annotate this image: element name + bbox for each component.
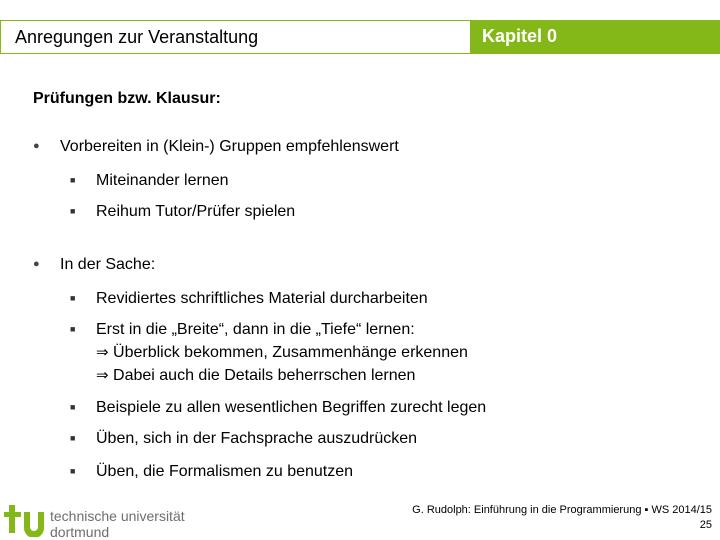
bullet-1-item-2 xyxy=(70,200,295,223)
slide-title: Anregungen zur Veranstaltung xyxy=(15,27,259,47)
square-bullet-icon: ■ xyxy=(70,402,76,412)
square-bullet-icon: ■ xyxy=(70,433,76,443)
bullet-dot-icon: ● xyxy=(33,140,40,152)
bullet-1-item-1-text: Miteinander lernen xyxy=(96,172,229,189)
implication-line-2-text: Dabei auch die Details beherrschen lernen xyxy=(113,367,416,384)
square-bullet-icon: ■ xyxy=(70,466,76,476)
implication-line-2 xyxy=(70,364,468,387)
bullet-dot-icon: ● xyxy=(33,258,40,270)
bullet-2-item-3-text: Beispiele zu allen wesentlichen Begriffen zurecht legen xyxy=(96,399,487,416)
implies-arrow-icon: ⇒ xyxy=(96,366,109,384)
bullet-2-item-1 xyxy=(70,287,428,310)
bullet-2-text: In der Sache: xyxy=(60,256,156,273)
section-title: Prüfungen bzw. Klausur: xyxy=(33,90,221,107)
university-name-line-2: dortmund xyxy=(50,524,110,540)
bullet-1-item-1 xyxy=(70,169,229,192)
bullet-2-item-3 xyxy=(70,396,486,419)
square-bullet-icon: ■ xyxy=(70,293,76,303)
page-number: 25 xyxy=(699,519,712,531)
implication-line-1-text: Überblick bekommen, Zusammenhänge erkennen xyxy=(113,344,468,361)
chapter-box xyxy=(470,20,720,54)
square-bullet-icon: ■ xyxy=(70,324,76,334)
slide-header-title-box xyxy=(0,20,470,54)
implication-line-1 xyxy=(70,341,468,364)
tu-logo-icon xyxy=(4,503,48,537)
bullet-1-text: Vorbereiten in (Klein-) Gruppen empfehlenswert xyxy=(60,138,399,155)
university-name xyxy=(50,508,185,540)
bullet-2-item-2-text: Erst in die „Breite“, dann in die „Tiefe“ lernen: xyxy=(96,321,415,338)
chapter-label: Kapitel 0 xyxy=(482,26,558,46)
bullet-2 xyxy=(33,256,155,274)
bullet-2-item-4-text: Üben, sich in der Fachsprache auszudrücken xyxy=(96,430,418,447)
implies-arrow-icon: ⇒ xyxy=(96,343,109,361)
bullet-1 xyxy=(33,138,399,156)
bullet-2-item-2 xyxy=(70,318,468,387)
bullet-1-item-2-text: Reihum Tutor/Prüfer spielen xyxy=(96,203,296,220)
bullet-2-item-4 xyxy=(70,427,417,450)
footer-citation xyxy=(412,503,712,533)
bullet-2-item-1-text: Revidiertes schriftliches Material durcharbeiten xyxy=(96,290,428,307)
bullet-2-item-5 xyxy=(70,460,353,483)
bullet-2-item-5-text: Üben, die Formalismen zu benutzen xyxy=(96,463,354,480)
square-bullet-icon: ■ xyxy=(70,206,76,216)
footer-citation-text: G. Rudolph: Einführung in die Programmierung ▪ WS 2014/15 xyxy=(412,504,712,516)
square-bullet-icon: ■ xyxy=(70,175,76,185)
university-name-line-1: technische universität xyxy=(50,508,185,524)
